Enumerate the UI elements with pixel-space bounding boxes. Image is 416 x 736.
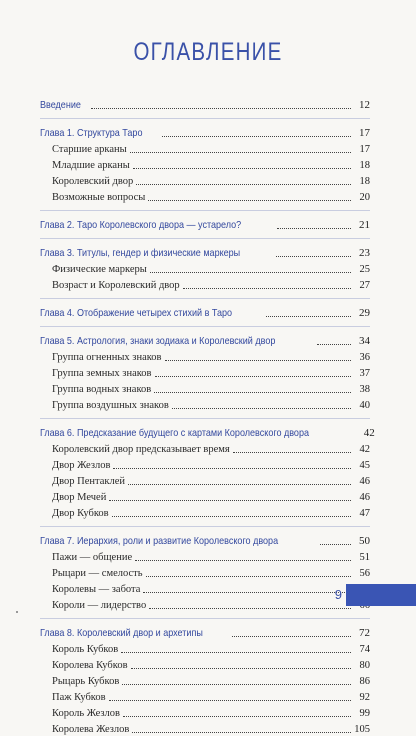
toc-section-entry[interactable]: [40, 720, 370, 736]
toc-section-entry[interactable]: [40, 440, 370, 456]
toc-section-entry[interactable]: [40, 380, 370, 396]
toc-entry-page: 18: [359, 176, 370, 187]
toc-entry-page: 34: [359, 335, 370, 347]
toc-entry-title: Группа земных знаков: [52, 368, 152, 379]
dot-leader: [233, 452, 351, 453]
toc-section-entry[interactable]: [40, 640, 370, 656]
chapter-separator: [40, 326, 370, 327]
toc-entry-title: Физические маркеры: [52, 264, 147, 275]
toc-section-entry[interactable]: [40, 504, 370, 520]
toc-entry-title: Пажи — общение: [52, 552, 133, 563]
toc-entry-title: Король Кубков: [52, 644, 119, 655]
dot-leader: [133, 168, 351, 169]
toc-section-entry[interactable]: [40, 488, 370, 504]
toc-entry-page: 50: [359, 535, 370, 547]
toc-entry-title: Глава 5. Астрология, знаки зодиака и Королевский двор: [40, 335, 276, 347]
toc-entry-page: 12: [359, 99, 370, 111]
chapter-separator: [40, 118, 370, 119]
dot-leader: [91, 108, 351, 109]
chapter-separator: [40, 418, 370, 419]
toc-section-entry[interactable]: [40, 140, 370, 156]
toc-entry-title: Глава 3. Титулы, гендер и физические маркеры: [40, 247, 241, 259]
toc-entry-page: 45: [359, 460, 370, 471]
dot-leader: [122, 684, 351, 685]
dot-leader: [183, 288, 351, 289]
toc-section-entry[interactable]: [40, 596, 370, 612]
toc-entry-page: 74: [359, 644, 370, 655]
dot-leader: [277, 228, 351, 229]
toc-section-entry[interactable]: [40, 172, 370, 188]
toc-entry-title: Глава 4. Отображение четырех стихий в Таро: [40, 307, 233, 319]
toc-chapter-entry[interactable]: [40, 216, 370, 232]
toc-section-entry[interactable]: [40, 364, 370, 380]
dot-leader: [109, 700, 351, 701]
dot-leader: [132, 732, 351, 733]
toc-entry-title: Рыцари — смелость: [52, 568, 143, 579]
toc-section-entry[interactable]: [40, 656, 370, 672]
toc-entry-page: 46: [359, 492, 370, 503]
dot-leader: [320, 544, 351, 545]
dot-leader: [112, 516, 351, 517]
chapter-separator: [40, 618, 370, 619]
toc-entry-page: 18: [359, 160, 370, 171]
toc-entry-title: Глава 7. Иерархия, роли и развитие Королевского двора: [40, 535, 279, 547]
toc-entry-page: 56: [359, 568, 370, 579]
toc-entry-page: 46: [359, 476, 370, 487]
toc-entry-page: 42: [359, 444, 370, 455]
toc-entry-page: 72: [359, 627, 370, 639]
dot-leader: [165, 360, 351, 361]
toc-entry-title: Двор Мечей: [52, 492, 107, 503]
dot-leader: [131, 668, 351, 669]
toc-entry-page: 21: [359, 219, 370, 231]
dot-leader: [148, 200, 351, 201]
toc-entry-title: Возможные вопросы: [52, 192, 146, 203]
dot-leader: [172, 408, 351, 409]
toc-entry-title: Королевский двор предсказывает время: [52, 444, 230, 455]
toc-chapter-entry[interactable]: [40, 532, 370, 548]
edge-mark: [16, 611, 18, 613]
toc-entry-title: Старшие арканы: [52, 144, 127, 155]
toc-entry-title: Введение: [40, 99, 81, 111]
toc-entry-title: Группа воздушных знаков: [52, 400, 169, 411]
toc-chapter-entry[interactable]: [40, 96, 370, 112]
toc-entry-page: 17: [359, 144, 370, 155]
toc-entry-title: Глава 6. Предсказание будущего с картами Королевского двора: [40, 427, 310, 439]
toc-entry-title: Двор Жезлов: [52, 460, 111, 471]
toc-section-entry[interactable]: [40, 188, 370, 204]
toc-entry-title: Группа огненных знаков: [52, 352, 162, 363]
dot-leader: [109, 500, 351, 501]
dot-leader: [150, 272, 351, 273]
dot-leader: [135, 560, 351, 561]
toc-entry-title: Короли — лидерство: [52, 600, 147, 611]
toc-entry-page: 47: [359, 508, 370, 519]
toc-chapter-entry[interactable]: [40, 424, 375, 440]
toc-entry-page: 20: [359, 192, 370, 203]
toc-entry-title: Младшие арканы: [52, 160, 130, 171]
dot-leader: [155, 376, 352, 377]
toc-entry-title: Глава 2. Таро Королевского двора — устарело?: [40, 219, 242, 231]
dot-leader: [154, 392, 351, 393]
toc-entry-page: 25: [359, 264, 370, 275]
toc-entry-title: Глава 1. Структура Таро: [40, 127, 143, 139]
toc-section-entry[interactable]: [40, 456, 370, 472]
toc-entry-page: 105: [354, 724, 370, 735]
toc-entry-page: 92: [359, 692, 370, 703]
dot-leader: [162, 136, 351, 137]
dot-leader: [317, 344, 351, 345]
toc-section-entry[interactable]: [40, 564, 370, 580]
toc-entry-title: Королева Кубков: [52, 660, 128, 671]
dot-leader: [128, 484, 351, 485]
toc-section-entry[interactable]: [40, 276, 370, 292]
table-of-contents: [40, 96, 375, 736]
toc-section-entry[interactable]: [40, 672, 370, 688]
dot-leader: [143, 592, 351, 593]
toc-entry-page: 37: [359, 368, 370, 379]
toc-entry-title: Двор Пентаклей: [52, 476, 126, 487]
page-title: ОГЛАВЛЕНИЕ: [133, 38, 283, 66]
page-number: 9: [334, 587, 342, 602]
toc-entry-page: 80: [359, 660, 370, 671]
toc-section-entry[interactable]: [40, 348, 370, 364]
toc-entry-page: 40: [359, 400, 370, 411]
toc-section-entry[interactable]: [40, 396, 370, 412]
dot-leader: [130, 152, 351, 153]
toc-entry-title: Двор Кубков: [52, 508, 109, 519]
toc-entry-title: Королевский двор: [52, 176, 134, 187]
toc-entry-page: 36: [359, 352, 370, 363]
toc-section-entry[interactable]: [40, 156, 370, 172]
toc-entry-page: 42: [363, 427, 375, 439]
toc-entry-page: 51: [359, 552, 370, 563]
toc-entry-page: 23: [359, 247, 370, 259]
toc-section-entry[interactable]: [40, 548, 370, 564]
toc-entry-page: 29: [359, 307, 370, 319]
page-badge: [346, 584, 416, 606]
chapter-separator: [40, 238, 370, 239]
toc-section-entry[interactable]: [40, 472, 370, 488]
toc-section-entry[interactable]: [40, 688, 370, 704]
toc-entry-title: Группа водных знаков: [52, 384, 152, 395]
toc-chapter-entry[interactable]: [40, 124, 370, 140]
chapter-separator: [40, 298, 370, 299]
toc-section-entry[interactable]: [40, 704, 370, 720]
toc-entry-title: Королева Жезлов: [52, 724, 130, 735]
toc-section-entry[interactable]: [40, 580, 370, 596]
dot-leader: [123, 716, 351, 717]
dot-leader: [113, 468, 351, 469]
chapter-separator: [40, 210, 370, 211]
toc-section-entry[interactable]: [40, 260, 370, 276]
dot-leader: [136, 184, 351, 185]
toc-chapter-entry[interactable]: [40, 332, 370, 348]
toc-entry-title: Король Жезлов: [52, 708, 121, 719]
toc-entry-title: Глава 8. Королевский двор и архетипы: [40, 627, 203, 639]
toc-entry-title: Рыцарь Кубков: [52, 676, 120, 687]
dot-leader: [276, 256, 351, 257]
toc-entry-page: 86: [359, 676, 370, 687]
toc-entry-title: Паж Кубков: [52, 692, 106, 703]
toc-entry-page: 17: [359, 127, 370, 139]
dot-leader: [146, 576, 351, 577]
toc-entry-title: Королевы — забота: [52, 584, 141, 595]
toc-entry-title: Возраст и Королевский двор: [52, 280, 180, 291]
dot-leader: [266, 316, 351, 317]
dot-leader: [121, 652, 351, 653]
toc-chapter-entry[interactable]: [40, 244, 370, 260]
toc-entry-page: 99: [359, 708, 370, 719]
toc-chapter-entry[interactable]: [40, 304, 370, 320]
dot-leader: [232, 636, 351, 637]
dot-leader: [149, 608, 351, 609]
toc-entry-page: 38: [359, 384, 370, 395]
toc-chapter-entry[interactable]: [40, 624, 370, 640]
chapter-separator: [40, 526, 370, 527]
toc-entry-page: 27: [359, 280, 370, 291]
